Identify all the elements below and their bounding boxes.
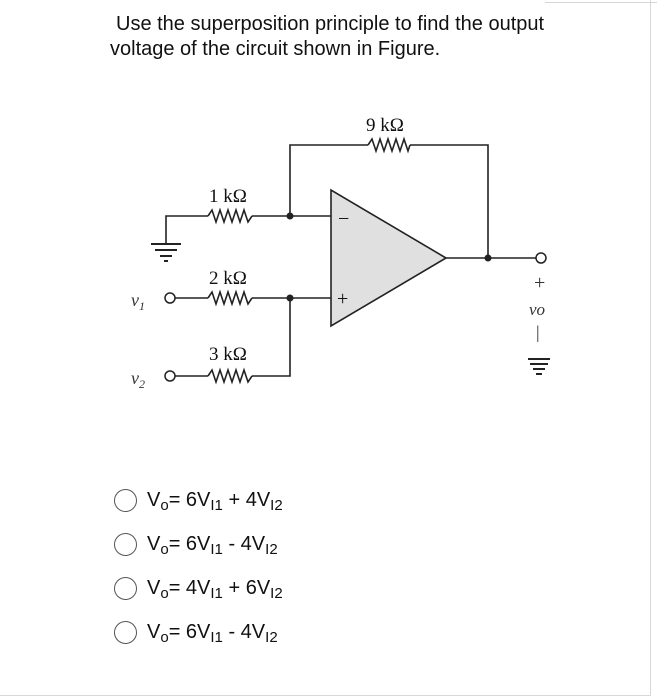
- node-dot: [287, 295, 294, 302]
- label-v1: $v_1$: [131, 290, 145, 313]
- label-9k: 9 kΩ: [366, 115, 404, 136]
- terminal-v1: [165, 293, 175, 303]
- feedback-wire-right: [410, 145, 488, 258]
- resistor-1k: [208, 210, 252, 222]
- node-dot: [485, 255, 492, 262]
- label-1k: 1 kΩ: [209, 186, 247, 207]
- label-3k: 3 kΩ: [209, 344, 247, 365]
- option-1[interactable]: [114, 478, 283, 522]
- label-v2: $v_2$: [131, 368, 145, 391]
- question-line-2: voltage of the circuit shown in Figure.: [110, 38, 441, 60]
- answer-options: [114, 478, 283, 654]
- option-1-text: $V_o= 6V_{I1} + 4V_{I2}$: [147, 488, 283, 514]
- radio-button[interactable]: [114, 533, 137, 556]
- resistor-9k: [368, 139, 410, 151]
- opamp-plus: +: [337, 288, 349, 310]
- question-line-1: Use the superposition principle to find the output: [116, 13, 545, 35]
- vo-minus: |: [536, 322, 540, 342]
- resistor-3k: [208, 370, 252, 382]
- node-dot: [287, 213, 294, 220]
- option-3-text: $V_o= 4V_{I1} + 6V_{I2}$: [147, 576, 283, 602]
- vo-plus: +: [534, 272, 546, 294]
- radio-button[interactable]: [114, 489, 137, 512]
- option-4[interactable]: [114, 610, 283, 654]
- label-2k: 2 kΩ: [209, 268, 247, 289]
- ground-icon-left: [151, 244, 181, 261]
- terminal-vo: [536, 253, 546, 263]
- ground-wire-1k: [166, 216, 208, 244]
- option-4-text: $V_o= 6V_{I1} - 4V_{I2}$: [147, 620, 278, 646]
- option-2[interactable]: [114, 522, 283, 566]
- opamp-minus: −: [338, 208, 350, 230]
- resistor-2k: [208, 292, 252, 304]
- option-2-text: $V_o= 6V_{I1} - 4V_{I2}$: [147, 532, 278, 558]
- vo-label: vo: [529, 300, 546, 319]
- terminal-v2: [165, 371, 175, 381]
- radio-button[interactable]: [114, 621, 137, 644]
- radio-button[interactable]: [114, 577, 137, 600]
- option-3[interactable]: [114, 566, 283, 610]
- ground-icon-right: [528, 359, 550, 374]
